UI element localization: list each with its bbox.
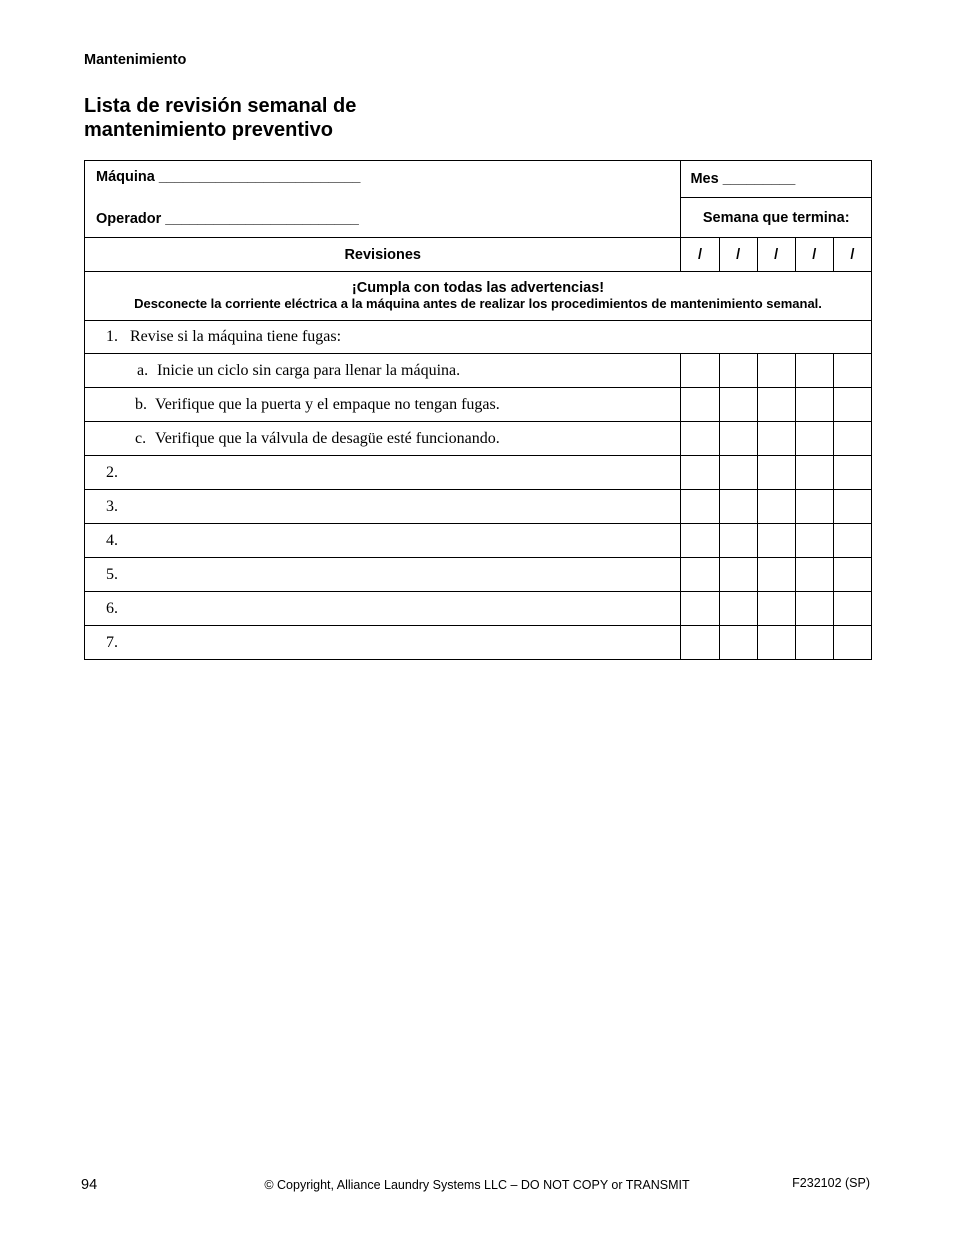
- week-ending-label: Semana que termina:: [702, 210, 850, 226]
- warning-title: ¡Cumpla con todas las advertencias!: [351, 280, 605, 296]
- item-text-cell: [85, 456, 681, 490]
- check-box[interactable]: [681, 626, 719, 660]
- check-box[interactable]: [795, 626, 833, 660]
- check-box[interactable]: [795, 490, 833, 524]
- item-text-cell: [85, 388, 681, 422]
- item-number: 1.: [106, 328, 118, 345]
- item-text: Inicie un ciclo sin carga para llenar la máquina.: [157, 361, 461, 379]
- item-number: 2.: [106, 463, 118, 481]
- check-box[interactable]: [833, 490, 871, 524]
- item-text-cell: [85, 490, 681, 524]
- warning-text: Desconecte la corriente eléctrica a la máquina antes de realizar los procedimientos de mantenimiento semanal.: [134, 296, 822, 311]
- check-box[interactable]: [757, 524, 795, 558]
- item-number: 7.: [106, 633, 118, 651]
- check-box[interactable]: [681, 524, 719, 558]
- item-text: Revise si la máquina tiene fugas:: [130, 328, 342, 345]
- checklist-item-row: [85, 592, 872, 626]
- check-box[interactable]: [681, 422, 719, 456]
- machine-field[interactable]: Máquina _________________________: [96, 169, 361, 185]
- section-label: Mantenimiento: [84, 52, 187, 68]
- checklist-item-row: [85, 456, 872, 490]
- item-text: Verifique que la válvula de desagüe esté funcionando.: [155, 429, 500, 447]
- item-number: 5.: [106, 565, 118, 583]
- check-box[interactable]: [833, 422, 871, 456]
- check-box[interactable]: [757, 558, 795, 592]
- day-date-cell[interactable]: /: [719, 238, 757, 272]
- document-code: F232102 (SP): [792, 1176, 870, 1190]
- check-box[interactable]: [795, 524, 833, 558]
- check-box[interactable]: [795, 558, 833, 592]
- check-box[interactable]: [833, 626, 871, 660]
- checklist-item-row: [85, 422, 872, 456]
- check-box[interactable]: [795, 456, 833, 490]
- check-box[interactable]: [681, 592, 719, 626]
- item-text-cell: [85, 422, 681, 456]
- check-box[interactable]: [795, 388, 833, 422]
- item-text-cell: [85, 626, 681, 660]
- page-title-line-1: Lista de revisión semanal de: [84, 95, 357, 117]
- item-letter: a.: [137, 361, 149, 379]
- month-week-cell: [681, 161, 872, 238]
- checklist-item-row: [85, 626, 872, 660]
- check-box[interactable]: [833, 456, 871, 490]
- copyright-notice: © Copyright, Alliance Laundry Systems LLC – DO NOT COPY or TRANSMIT: [264, 1178, 690, 1192]
- item-text-cell: [85, 524, 681, 558]
- checklist-item-row: [85, 388, 872, 422]
- revisions-label: Revisiones: [85, 238, 681, 272]
- page-title: [84, 94, 356, 142]
- item-number: 3.: [106, 497, 118, 515]
- check-box[interactable]: [795, 422, 833, 456]
- month-field[interactable]: Mes _________: [690, 171, 796, 187]
- checklist-item-row: [85, 558, 872, 592]
- check-box[interactable]: [681, 490, 719, 524]
- day-date-cell[interactable]: /: [833, 238, 871, 272]
- check-box[interactable]: [719, 354, 757, 388]
- day-date-cell[interactable]: /: [795, 238, 833, 272]
- check-box[interactable]: [719, 592, 757, 626]
- check-box[interactable]: [757, 422, 795, 456]
- check-box[interactable]: [833, 388, 871, 422]
- check-box[interactable]: [681, 456, 719, 490]
- day-date-cell[interactable]: /: [757, 238, 795, 272]
- item-text-cell: [85, 354, 681, 388]
- check-box[interactable]: [757, 490, 795, 524]
- check-box[interactable]: [833, 524, 871, 558]
- check-box[interactable]: [719, 422, 757, 456]
- machine-operator-cell: [85, 161, 681, 238]
- item-text-cell: [85, 592, 681, 626]
- page-number: 94: [81, 1177, 98, 1193]
- warning-cell: [85, 272, 872, 321]
- check-box[interactable]: [757, 388, 795, 422]
- item-letter: c.: [135, 429, 147, 447]
- check-box[interactable]: [719, 490, 757, 524]
- check-box[interactable]: [757, 592, 795, 626]
- checklist-item-row: [85, 354, 872, 388]
- check-box[interactable]: [719, 456, 757, 490]
- check-box[interactable]: [795, 354, 833, 388]
- check-box[interactable]: [719, 558, 757, 592]
- check-box[interactable]: [719, 388, 757, 422]
- divider: [681, 197, 871, 198]
- day-date-cell[interactable]: /: [681, 238, 719, 272]
- check-box[interactable]: [833, 592, 871, 626]
- check-box[interactable]: [719, 626, 757, 660]
- check-box[interactable]: [757, 456, 795, 490]
- check-box[interactable]: [757, 354, 795, 388]
- item-letter: b.: [135, 395, 147, 413]
- item-number: 6.: [106, 599, 118, 617]
- check-box[interactable]: [681, 388, 719, 422]
- checklist-item-row: [85, 524, 872, 558]
- check-box[interactable]: [681, 354, 719, 388]
- check-box[interactable]: [795, 592, 833, 626]
- checklist-item-row: [85, 321, 872, 354]
- checklist-item-row: [85, 490, 872, 524]
- operator-field[interactable]: Operador ________________________: [96, 211, 359, 227]
- check-box[interactable]: [833, 558, 871, 592]
- item-number: 4.: [106, 531, 118, 549]
- warning-row: [85, 272, 872, 321]
- checklist-table: [84, 160, 872, 660]
- check-box[interactable]: [719, 524, 757, 558]
- check-box[interactable]: [757, 626, 795, 660]
- item-text-cell: [85, 558, 681, 592]
- item-text-cell: [85, 321, 872, 354]
- check-box[interactable]: [681, 558, 719, 592]
- header-row: [85, 161, 872, 238]
- revisions-header-row: [85, 238, 872, 272]
- item-text: Verifique que la puerta y el empaque no tengan fugas.: [155, 395, 500, 413]
- check-box[interactable]: [833, 354, 871, 388]
- page-title-line-2: mantenimiento preventivo: [84, 119, 333, 141]
